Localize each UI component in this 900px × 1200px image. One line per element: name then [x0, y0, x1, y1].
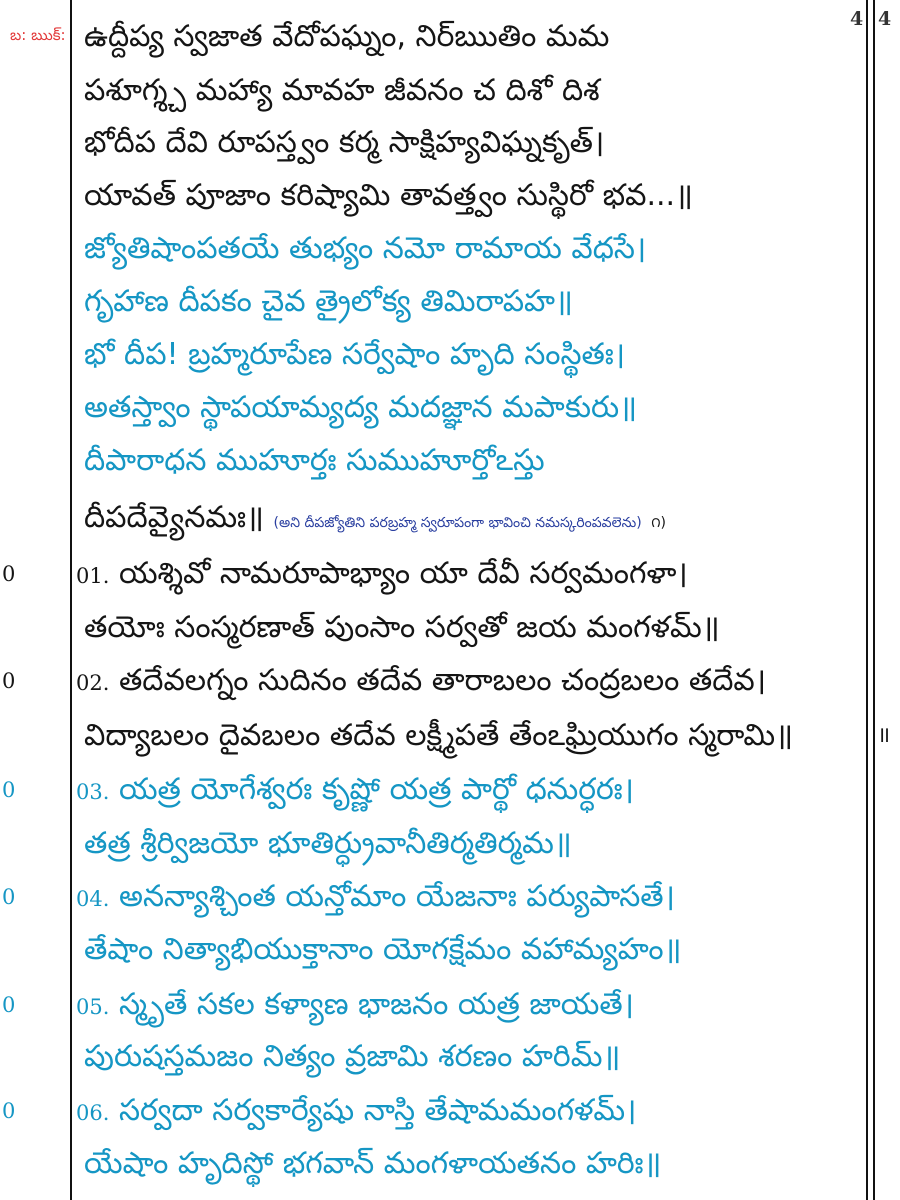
page-number-outer: 4	[878, 8, 892, 30]
verse-marker: 0	[2, 778, 16, 802]
instruction-note-tail: ౧)	[651, 515, 667, 531]
intro-line: భో దీప! బ్రహ్మరూపేణ సర్వేషాం హృది సంస్థితః।	[84, 337, 626, 372]
intro-line: జ్యోతిషాంపతయే తుభ్యం నమో రామాయ వేధసే।	[84, 231, 647, 266]
verse-marker: 0	[2, 669, 16, 693]
instruction-note: (అని దీపజ్యోతిని పరబ్రహ్మ స్వరూపంగా భావించి నమస్కరింపవలెను)	[273, 515, 642, 531]
verse-line-2: తేషాం నిత్యాభియుక్తానాం యోగక్షేమం వహామ్యహం॥	[84, 932, 682, 967]
verse-number: 03.	[76, 780, 110, 804]
verse-line-2: విద్యాబలం దైవబలం తదేవ లక్ష్మీపతే తేంఽఘ్రియుగం స్మరామి॥	[84, 718, 794, 753]
intro-line: భోదీప దేవి రూపస్త్వం కర్మ సాక్షిహ్యవిఘ్నకృత్।	[84, 125, 605, 160]
verse-text: స్మృతే సకల కళ్యాణ భాజనం యత్ర జాయతే।	[118, 987, 635, 1022]
verse-marker: 0	[2, 885, 16, 909]
verse-text: యశ్శివో నామరూపాభ్యాం యా దేవీ సర్వమంగళా।	[118, 556, 688, 591]
verse-number: 01.	[76, 564, 110, 588]
verse-number: 05.	[76, 995, 110, 1019]
verse-marker: 0	[2, 1099, 16, 1123]
verse-marker: 0	[2, 993, 16, 1017]
page-number: 4	[850, 8, 864, 30]
verse-line-2: తయోః సంస్మరణాత్ పుంసాం సర్వతో జయ మంగళమ్॥	[84, 610, 720, 645]
intro-line: దీపారాధన ముహూర్తః సుముహూర్తోఽస్తు	[84, 443, 545, 478]
right-margin-rule	[866, 0, 868, 1200]
left-margin-rule	[70, 0, 72, 1200]
verse-line-2: యేషాం హృదిస్థో భగవాన్ మంగళాయతనం హరిః॥	[84, 1146, 662, 1181]
intro-line: ఉద్దీప్య స్వజాత వేదోపఘ్నం, నిర్ఋతిం మమ	[84, 19, 610, 54]
verse-line-1	[76, 879, 675, 917]
verse-marker: 0	[2, 562, 16, 586]
verse-text: యత్ర యోగేశ్వరః కృష్ణో యత్ర పార్థో ధనుర్ధరః।	[118, 772, 635, 807]
verse-trail-mark: ॥	[877, 723, 891, 748]
verse-number: 04.	[76, 887, 110, 911]
intro-final-line	[84, 500, 666, 541]
verse-line-2: తత్ర శ్రీర్విజయో భూతిర్ధ్రువానీతిర్మతిర్మమ॥	[84, 826, 572, 861]
verse-line-1	[76, 663, 766, 701]
verse-line-2: పురుషస్తమజం నిత్యం వ్రజామి శరణం హరిమ్॥	[84, 1039, 621, 1074]
intro-line: యావత్ పూజాం కరిష్యామి తావత్త్వం సుస్థిరో భవ...॥	[84, 178, 694, 213]
intro-line: పశూగ్శ్చ మహ్యా మావహ జీవనం చ దిశో దిశ	[84, 73, 600, 108]
rigveda-tag: బ: ఋక్:	[10, 26, 66, 44]
verse-line-1	[76, 772, 634, 810]
verse-text: సర్వదా సర్వకార్యేషు నాస్తి తేషామమంగళమ్।	[118, 1093, 637, 1128]
deepa-devi-namah: దీపదేవ్యైనమః॥	[84, 500, 264, 535]
verse-line-1	[76, 1093, 637, 1131]
intro-line: గృహాణ దీపకం చైవ త్రైలోక్య తిమిరాపహ॥	[84, 284, 573, 319]
intro-line: అతస్త్వాం స్థాపయామ్యద్య మదజ్ఞాన మపాకురు॥	[84, 390, 638, 425]
verse-number: 06.	[76, 1101, 110, 1125]
verse-line-1	[76, 987, 634, 1025]
verse-text: అనన్యాశ్చింత యన్తోమాం యేజనాః పర్యుపాసతే।	[118, 879, 675, 914]
right-margin-rule-outer	[873, 0, 875, 1200]
verse-number: 02.	[76, 671, 110, 695]
verse-text: తదేవలగ్నం సుదినం తదేవ తారాబలం చంద్రబలం తదేవ।	[118, 663, 767, 698]
verse-line-1	[76, 556, 688, 594]
